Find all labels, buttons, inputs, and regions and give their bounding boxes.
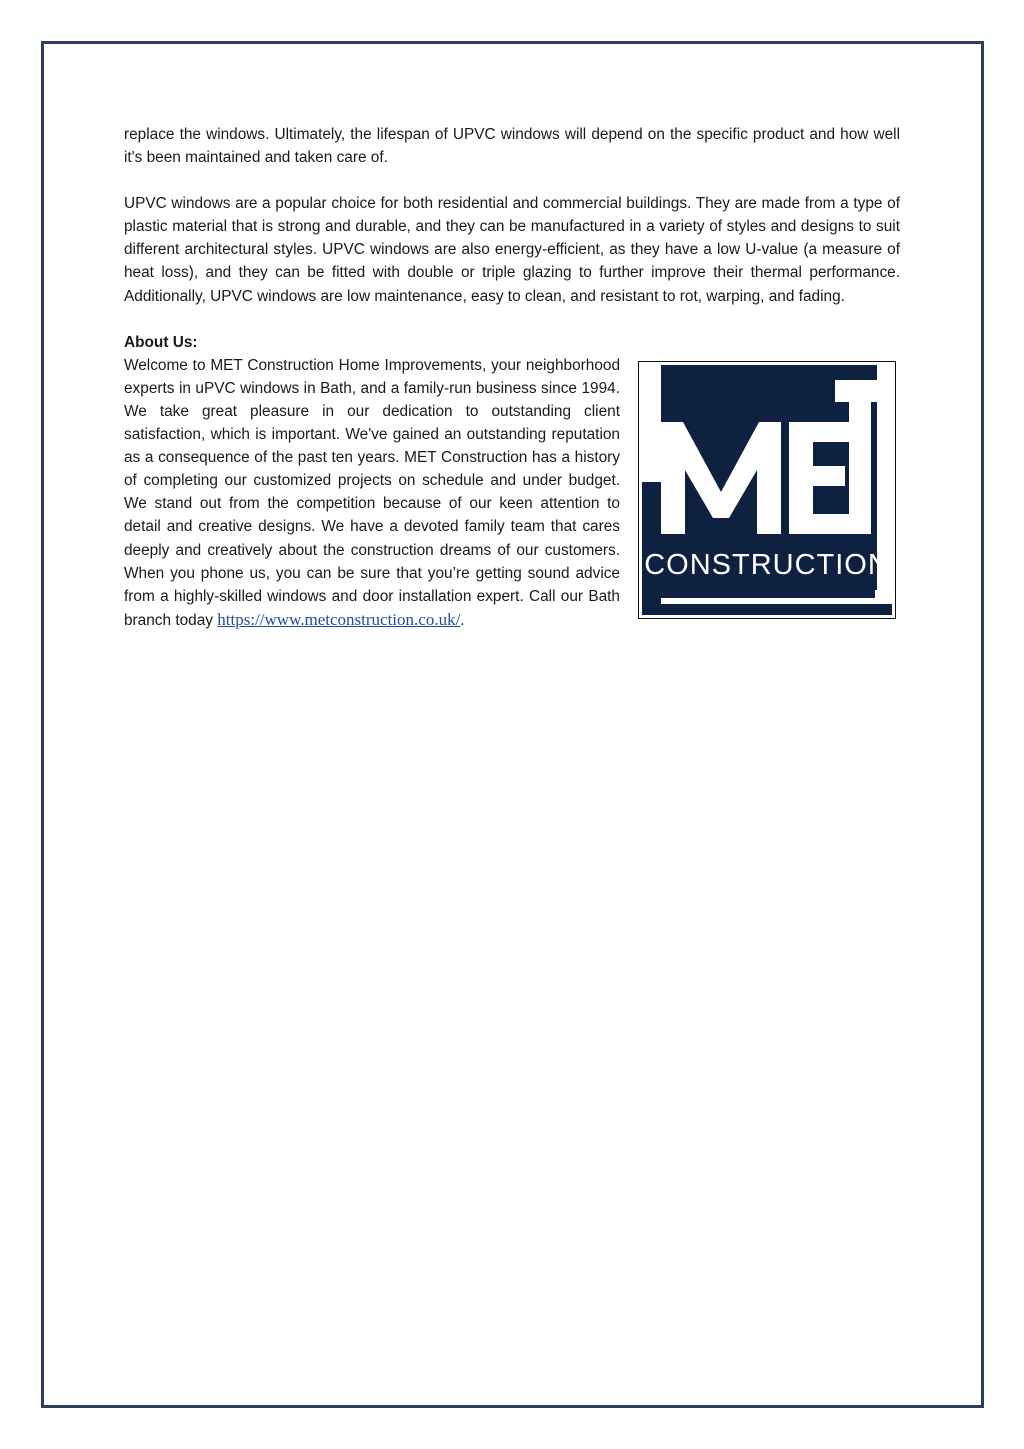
website-link[interactable]: https://www.metconstruction.co.uk/ <box>217 609 461 629</box>
about-us-heading: About Us: <box>124 333 198 351</box>
logo-subtitle: CONSTRUCTION <box>644 548 890 581</box>
met-construction-logo <box>638 361 896 619</box>
about-us-body: Welcome to MET Construction Home Improvements, your neighborhood experts in uPVC windows in Bath, and a family-run business since 1994. We take great pleasure in our dedication to outstanding client satisfaction, which is important. We've gained an outstanding reputation as a consequence of the past ten years. MET Construction has a history of completing our customized projects on schedule and under budget. We stand out from the competition because of our keen attention to detail and creative designs. We have a devoted family team that cares deeply and creatively about the construction dreams of our customers. When you phone us, you can be sure that you’re getting sound advice from a highly-skilled windows and door installation expert. Call our Bath branch today <box>124 356 620 629</box>
document-body <box>124 123 900 632</box>
about-us-section <box>124 354 900 632</box>
paragraph-lifespan: replace the windows. Ultimately, the lifespan of UPVC windows will depend on the specific product and how well it's been maintained and taken care of. <box>124 126 900 167</box>
paragraph-upvc-overview: UPVC windows are a popular choice for both residential and commercial buildings. They are made from a type of plastic material that is strong and durable, and they can be manufactured in a variety of styles and designs to suit different architectural styles. UPVC windows are also energy-efficient, as they have a low U-value (a measure of heat loss), and they can be fitted with double or triple glazing to further improve their thermal performance. Additionally, UPVC windows are low maintenance, easy to clean, and resistant to rot, warping, and fading. <box>124 195 900 305</box>
link-trailing-period: . <box>460 611 465 629</box>
met-logo-graphic <box>639 362 895 618</box>
